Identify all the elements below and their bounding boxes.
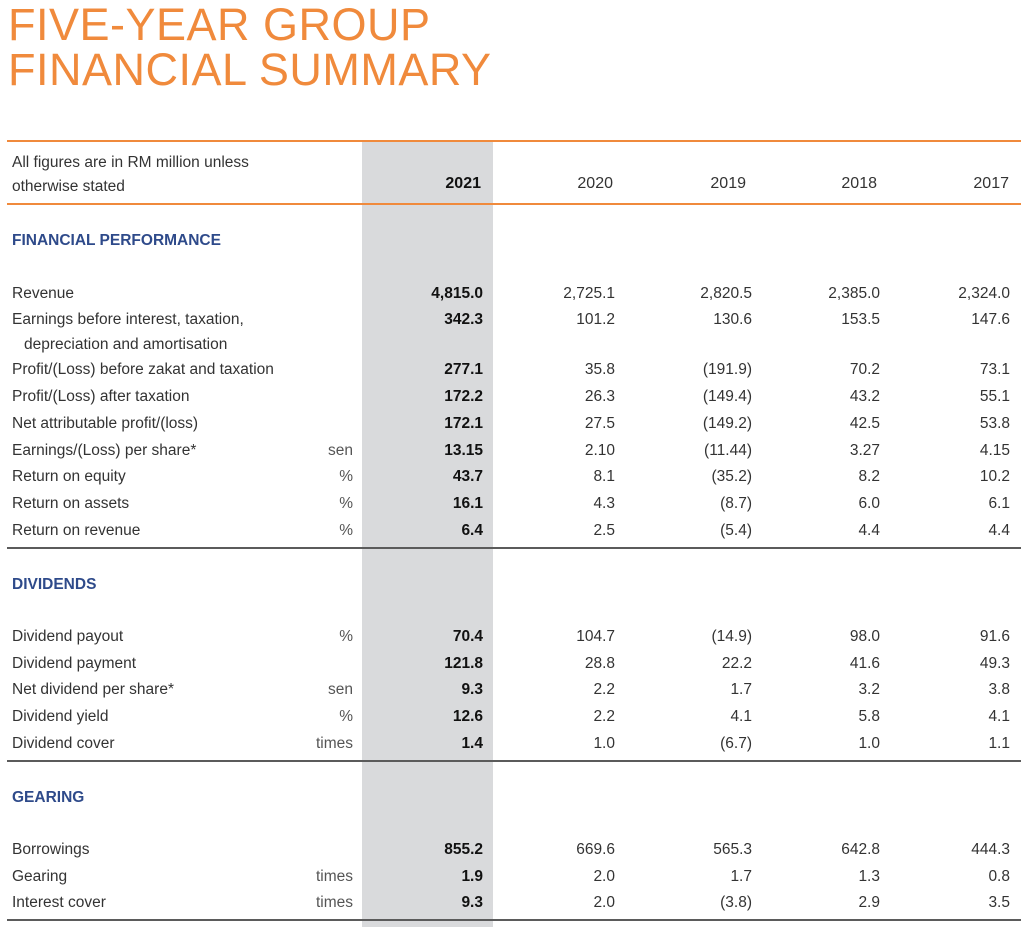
row-unit: % — [339, 495, 353, 512]
value-2020: 2.0 — [593, 868, 615, 885]
value-2020: 4.3 — [593, 495, 615, 512]
value-2018: 3.2 — [858, 681, 880, 698]
value-2018: 8.2 — [858, 468, 880, 485]
value-2019: 22.2 — [721, 655, 752, 672]
value-2021: 121.8 — [444, 655, 483, 672]
value-2021: 9.3 — [461, 681, 483, 698]
performance-section-rule — [7, 547, 1021, 549]
value-2017: 4.15 — [979, 442, 1010, 459]
value-2021: 277.1 — [444, 361, 483, 378]
units-note — [12, 151, 249, 199]
value-2019: (191.9) — [702, 361, 752, 378]
value-2017: 49.3 — [979, 655, 1010, 672]
top-rule — [7, 140, 1021, 142]
value-2019: 130.6 — [713, 311, 752, 328]
value-2021: 172.1 — [444, 415, 483, 432]
value-2020: 35.8 — [584, 361, 615, 378]
table-row — [0, 492, 1024, 518]
table-row — [0, 732, 1024, 758]
year-header-2020: 2020 — [577, 175, 613, 192]
row-label: Gearing — [12, 868, 68, 885]
value-2017: 147.6 — [971, 311, 1010, 328]
section-title-dividends: DIVIDENDS — [12, 576, 97, 593]
value-2017: 444.3 — [971, 841, 1010, 858]
value-2020: 26.3 — [584, 388, 615, 405]
value-2017: 53.8 — [979, 415, 1010, 432]
value-2020: 1.0 — [593, 735, 615, 752]
row-label: Interest cover — [12, 894, 106, 911]
row-label: Net dividend per share* — [12, 681, 174, 698]
value-2021: 1.9 — [461, 868, 483, 885]
row-label-continuation: depreciation and amortisation — [24, 336, 228, 353]
value-2017: 1.1 — [988, 735, 1010, 752]
value-2020: 101.2 — [576, 311, 615, 328]
row-label: Dividend yield — [12, 708, 109, 725]
row-label: Return on equity — [12, 468, 126, 485]
row-unit: % — [339, 708, 353, 725]
value-2021: 6.4 — [461, 522, 483, 539]
value-2019: 1.7 — [730, 868, 752, 885]
row-label: Net attributable profit/(loss) — [12, 415, 199, 432]
value-2020: 2.10 — [584, 442, 615, 459]
value-2021: 4,815.0 — [431, 285, 483, 302]
value-2020: 2.5 — [593, 522, 615, 539]
value-2021: 1.4 — [461, 735, 483, 752]
table-row — [0, 519, 1024, 545]
value-2018: 153.5 — [841, 311, 880, 328]
value-2021: 13.15 — [444, 442, 483, 459]
table-row — [0, 891, 1024, 917]
value-2021: 172.2 — [444, 388, 483, 405]
row-unit: times — [315, 894, 353, 911]
value-2018: 2.9 — [858, 894, 880, 911]
value-2019: (149.4) — [702, 388, 752, 405]
table-row — [0, 358, 1024, 384]
table-row — [0, 385, 1024, 411]
value-2017: 0.8 — [988, 868, 1010, 885]
gearing-section-rule — [7, 919, 1021, 921]
row-label: Dividend cover — [12, 735, 115, 752]
value-2021: 16.1 — [452, 495, 483, 512]
row-label: Return on revenue — [12, 522, 141, 539]
value-2018: 43.2 — [849, 388, 880, 405]
row-label: Profit/(Loss) before zakat and taxation — [12, 361, 274, 378]
table-row — [0, 678, 1024, 704]
value-2019: (11.44) — [704, 442, 752, 459]
row-unit: sen — [328, 681, 353, 698]
value-2018: 5.8 — [858, 708, 880, 725]
value-2020: 669.6 — [576, 841, 615, 858]
year-header-2017: 2017 — [973, 175, 1009, 192]
table-row — [0, 412, 1024, 438]
value-2017: 91.6 — [979, 628, 1010, 645]
value-2019: 2,820.5 — [700, 285, 752, 302]
row-unit: % — [339, 468, 353, 485]
value-2020: 2.0 — [593, 894, 615, 911]
value-2017: 55.1 — [979, 388, 1010, 405]
value-2018: 3.27 — [849, 442, 880, 459]
table-row — [0, 308, 1024, 334]
value-2021: 12.6 — [452, 708, 483, 725]
value-2018: 6.0 — [858, 495, 880, 512]
value-2018: 70.2 — [849, 361, 880, 378]
value-2019: (149.2) — [702, 415, 752, 432]
value-2018: 4.4 — [858, 522, 880, 539]
table-row — [0, 865, 1024, 891]
row-label: Return on assets — [12, 495, 130, 512]
value-2020: 2,725.1 — [563, 285, 615, 302]
row-label: Earnings before interest, taxation, — [12, 311, 244, 328]
value-2020: 2.2 — [593, 681, 615, 698]
header-rule — [7, 203, 1021, 205]
value-2017: 2,324.0 — [958, 285, 1010, 302]
row-unit: times — [315, 868, 353, 885]
table-row — [0, 705, 1024, 731]
table-row — [0, 652, 1024, 678]
value-2018: 1.0 — [858, 735, 880, 752]
value-2020: 28.8 — [584, 655, 615, 672]
units-note-line-2: otherwise stated — [12, 178, 125, 195]
value-2019: (35.2) — [711, 468, 752, 485]
value-2017: 3.5 — [988, 894, 1010, 911]
table-row — [0, 439, 1024, 465]
units-note-line-1: All figures are in RM million unless — [12, 154, 249, 171]
value-2019: 4.1 — [730, 708, 752, 725]
row-label: Revenue — [12, 285, 75, 302]
title-line-2: FINANCIAL SUMMARY — [8, 44, 492, 95]
value-2018: 642.8 — [841, 841, 880, 858]
value-2017: 4.1 — [988, 708, 1010, 725]
table-row — [0, 282, 1024, 308]
value-2017: 3.8 — [988, 681, 1010, 698]
row-label: Borrowings — [12, 841, 90, 858]
value-2017: 6.1 — [988, 495, 1010, 512]
title-line-1: FIVE-YEAR GROUP — [8, 0, 431, 50]
value-2018: 41.6 — [849, 655, 880, 672]
table-row — [0, 838, 1024, 864]
value-2019: 565.3 — [713, 841, 752, 858]
table-row — [0, 465, 1024, 491]
value-2021: 43.7 — [452, 468, 483, 485]
row-unit: sen — [328, 442, 353, 459]
value-2019: (3.8) — [720, 894, 752, 911]
value-2020: 2.2 — [593, 708, 615, 725]
dividends-section-rule — [7, 760, 1021, 762]
year-header-2018: 2018 — [841, 175, 877, 192]
section-title-gearing: GEARING — [12, 789, 85, 806]
row-unit: times — [315, 735, 353, 752]
row-unit: % — [339, 522, 353, 539]
value-2021: 9.3 — [461, 894, 483, 911]
value-2021: 855.2 — [444, 841, 483, 858]
value-2017: 10.2 — [979, 468, 1010, 485]
value-2019: (6.7) — [720, 735, 752, 752]
value-2021: 342.3 — [444, 311, 483, 328]
value-2018: 1.3 — [858, 868, 880, 885]
value-2018: 98.0 — [849, 628, 880, 645]
value-2020: 27.5 — [584, 415, 615, 432]
section-title-financial-performance: FINANCIAL PERFORMANCE — [12, 232, 221, 249]
value-2020: 104.7 — [576, 628, 615, 645]
value-2018: 2,385.0 — [828, 285, 880, 302]
table-row — [0, 625, 1024, 651]
value-2020: 8.1 — [593, 468, 615, 485]
value-2019: (5.4) — [720, 522, 752, 539]
page-title — [8, 0, 492, 95]
value-2019: (8.7) — [720, 495, 752, 512]
value-2017: 73.1 — [979, 361, 1010, 378]
row-label: Dividend payout — [12, 628, 124, 645]
value-2019: (14.9) — [711, 628, 752, 645]
row-label: Earnings/(Loss) per share* — [12, 442, 197, 459]
value-2021: 70.4 — [452, 628, 483, 645]
value-2017: 4.4 — [988, 522, 1010, 539]
row-label: Dividend payment — [12, 655, 137, 672]
row-unit: % — [339, 628, 353, 645]
row-label: Profit/(Loss) after taxation — [12, 388, 190, 405]
value-2019: 1.7 — [730, 681, 752, 698]
year-header-2021: 2021 — [445, 175, 481, 192]
value-2018: 42.5 — [849, 415, 880, 432]
year-header-2019: 2019 — [710, 175, 746, 192]
